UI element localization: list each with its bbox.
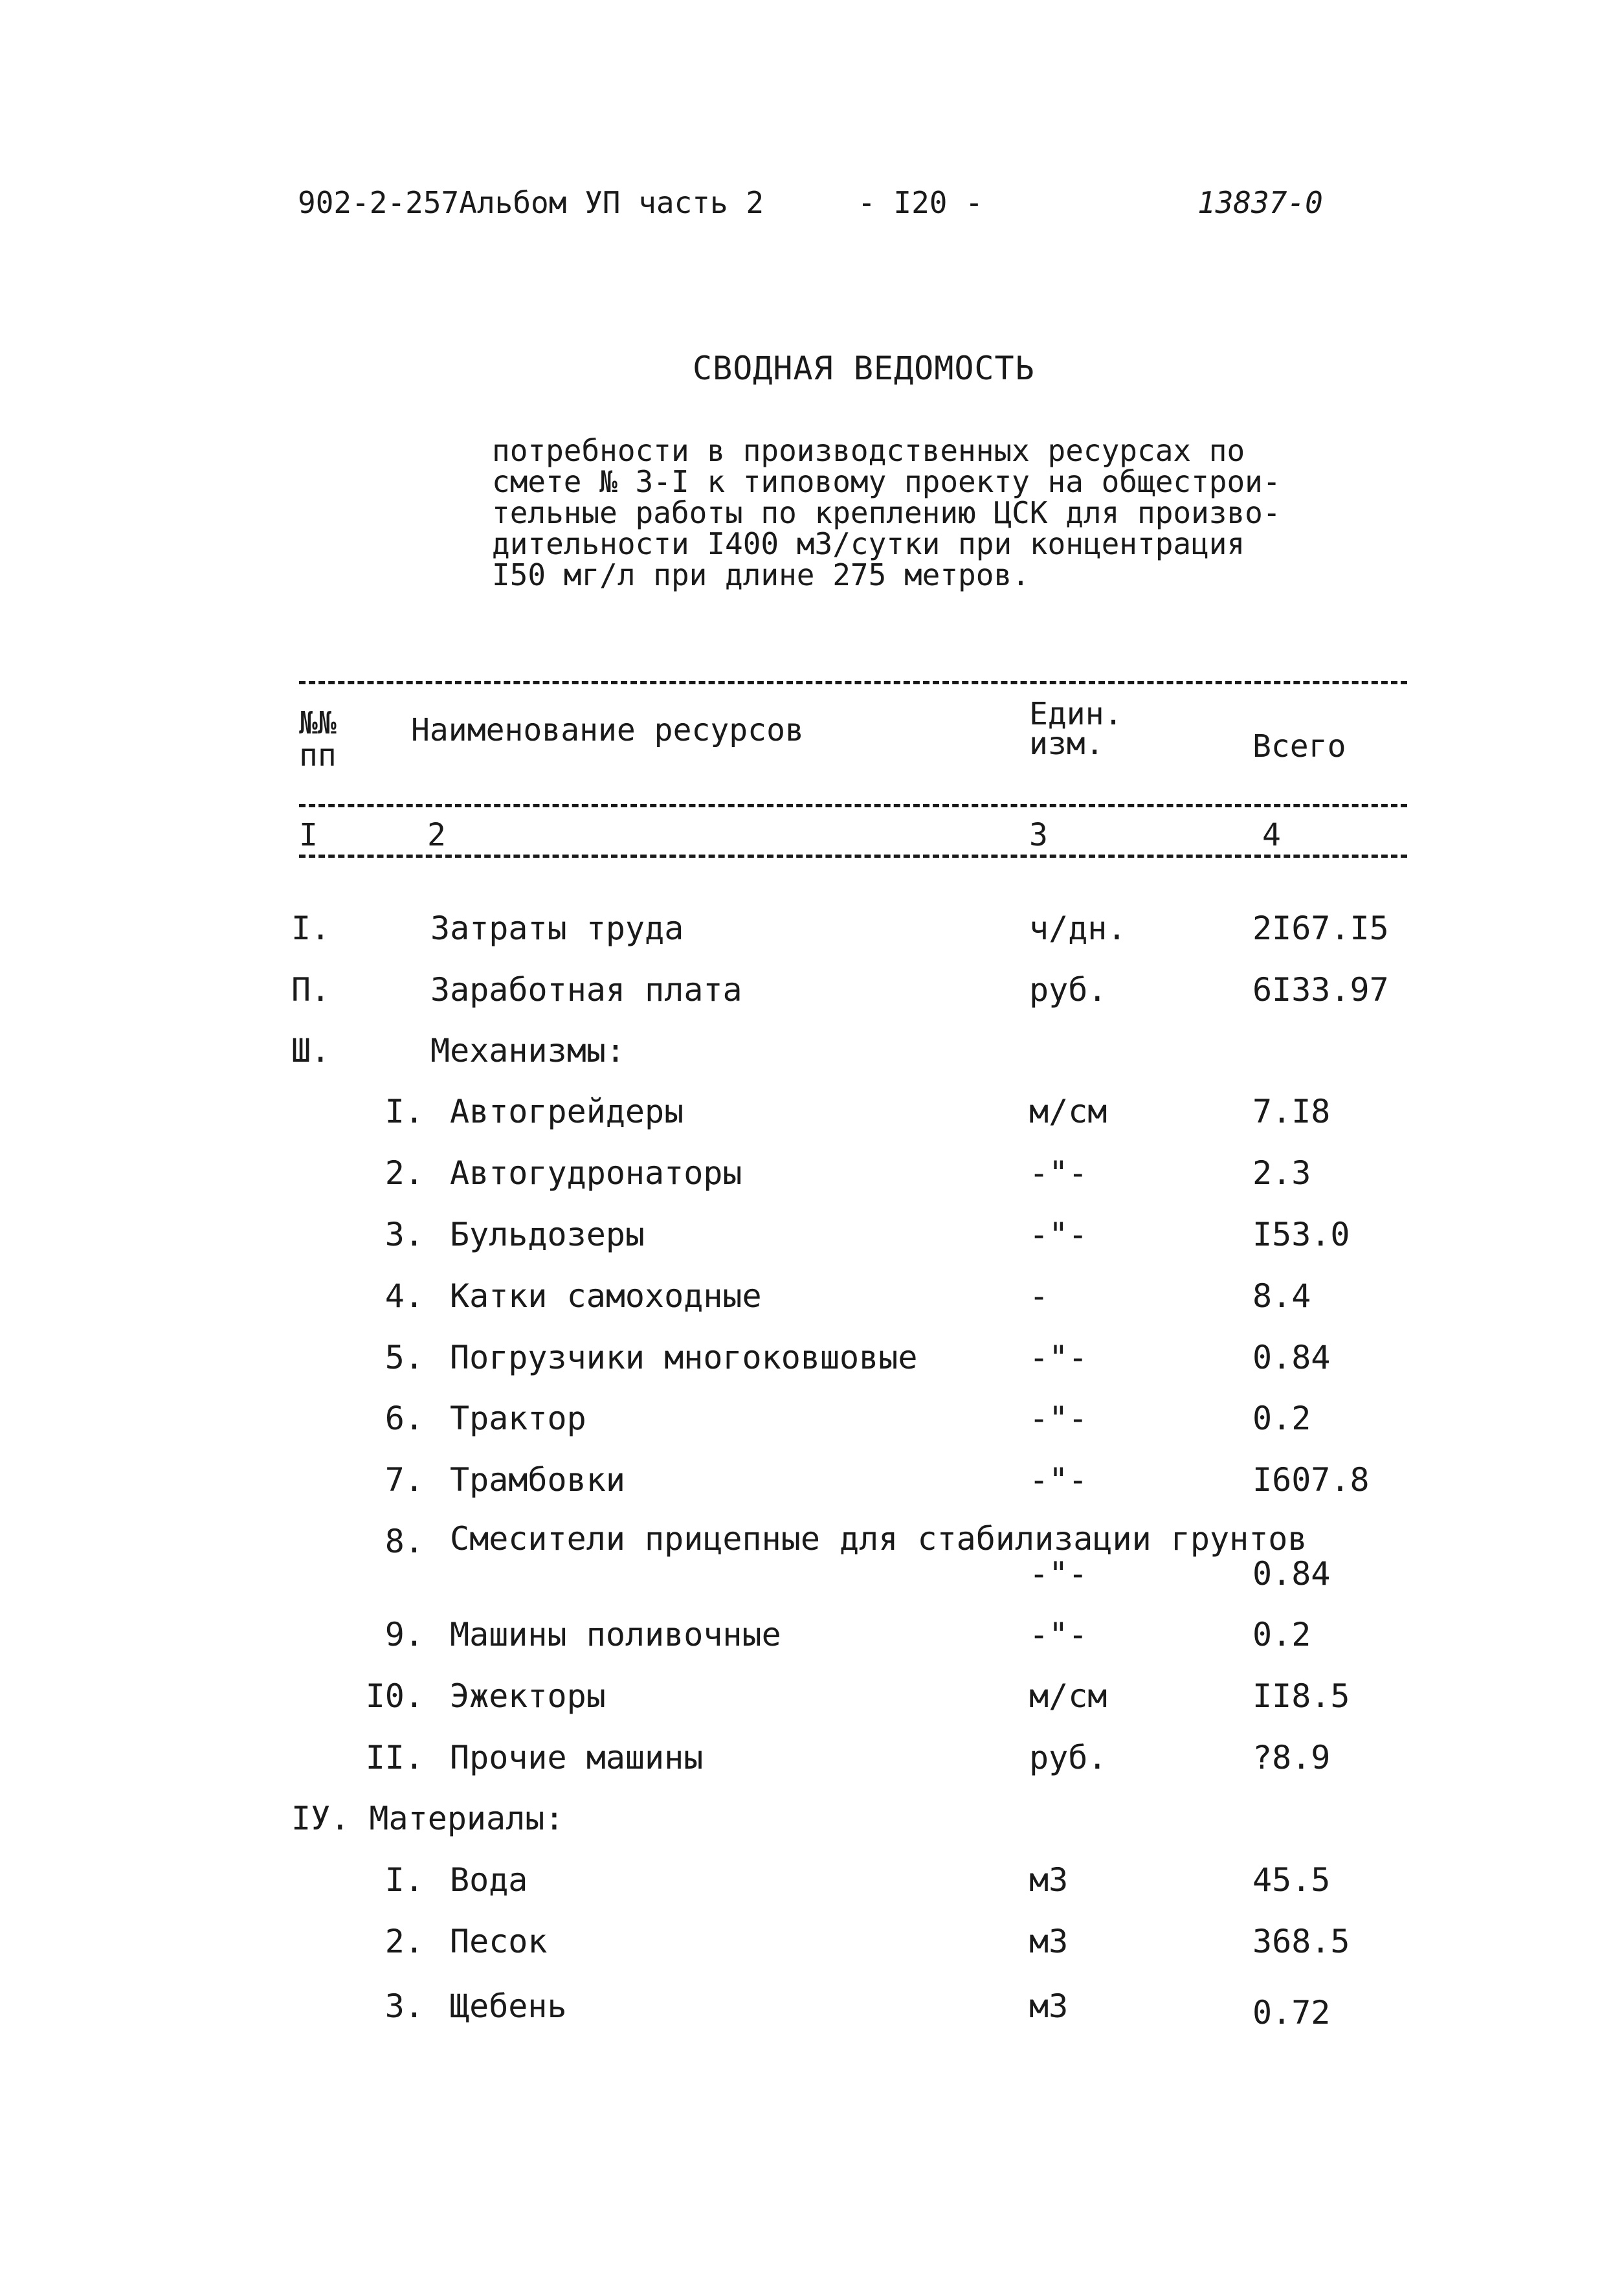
table-row bbox=[0, 1461, 1624, 1500]
row-number: I. bbox=[384, 1093, 424, 1130]
row-name: Погрузчики многоковшовые bbox=[450, 1339, 918, 1376]
row-unit: м3 bbox=[1029, 1861, 1069, 1899]
table-row bbox=[0, 1277, 1624, 1316]
row-number: 2. bbox=[384, 1154, 424, 1192]
row-number: I. bbox=[384, 1861, 424, 1899]
table-row bbox=[0, 1339, 1624, 1378]
intro-line: тельные работы по креплению ЦСК для произво- bbox=[492, 495, 1281, 530]
row-number: 9. bbox=[384, 1616, 424, 1653]
row-name: Песок bbox=[450, 1923, 548, 1960]
column-number: 4 bbox=[1262, 817, 1281, 853]
row-total: 0.2 bbox=[1252, 1616, 1311, 1653]
table-row bbox=[0, 1400, 1624, 1438]
table-row bbox=[0, 910, 1624, 948]
row-number: 8. bbox=[384, 1523, 424, 1560]
row-total: 0.2 bbox=[1252, 1400, 1311, 1437]
table-row bbox=[0, 1677, 1624, 1716]
row-number: 5. bbox=[384, 1339, 424, 1376]
table-row bbox=[0, 1216, 1624, 1255]
header-total: Всего bbox=[1252, 728, 1346, 765]
row-total: II8.5 bbox=[1252, 1677, 1350, 1715]
row-total: 2.3 bbox=[1252, 1154, 1311, 1192]
row-total: 0.72 bbox=[1252, 1994, 1331, 2031]
column-number: 3 bbox=[1029, 817, 1048, 853]
row-number: 4. bbox=[384, 1277, 424, 1315]
row-name: Трамбовки bbox=[450, 1461, 625, 1499]
table-row bbox=[0, 1093, 1624, 1132]
table-top-rule bbox=[299, 681, 1407, 684]
table-row bbox=[0, 1987, 1624, 2031]
table-row bbox=[0, 1520, 1624, 1600]
row-unit: - bbox=[1029, 1277, 1049, 1315]
page-title: СВОДНАЯ ВЕДОМОСТЬ bbox=[693, 350, 1035, 387]
table-row bbox=[0, 1616, 1624, 1655]
intro-line: I50 мг/л при длине 275 метров. bbox=[492, 557, 1030, 592]
row-name: Щебень bbox=[450, 1987, 567, 2025]
row-total: 2I67.I5 bbox=[1252, 910, 1389, 947]
row-number: I0. bbox=[365, 1677, 424, 1715]
row-number: 3. bbox=[384, 1987, 424, 2025]
page-number: - I20 - bbox=[858, 185, 983, 220]
row-name: Машины поливочные bbox=[450, 1616, 781, 1653]
row-unit: -"- bbox=[1029, 1339, 1088, 1376]
row-total: 45.5 bbox=[1252, 1861, 1331, 1899]
row-total: 0.84 bbox=[1252, 1339, 1331, 1376]
row-total: I53.0 bbox=[1252, 1216, 1350, 1253]
row-total: ?8.9 bbox=[1252, 1739, 1331, 1776]
row-name: Заработная плата bbox=[430, 971, 742, 1009]
table-row bbox=[0, 1861, 1624, 1900]
intro-line: смете № 3-I к типовому проекту на общестрои- bbox=[492, 464, 1281, 499]
row-total: 8.4 bbox=[1252, 1277, 1311, 1315]
document-code: 902-2-257Альбом УП часть 2 bbox=[298, 185, 764, 220]
row-name: Автогрейдеры bbox=[450, 1093, 684, 1130]
row-name: Затраты труда bbox=[430, 910, 684, 947]
row-name: Трактор bbox=[450, 1400, 586, 1437]
header-unit: Един. изм. bbox=[1029, 696, 1123, 762]
column-number-rule bbox=[299, 855, 1407, 858]
row-name: Эжекторы bbox=[450, 1677, 606, 1715]
row-name: Катки самоходные bbox=[450, 1277, 762, 1315]
row-name: Прочие машины bbox=[450, 1739, 704, 1776]
row-unit: ч/дн. bbox=[1029, 910, 1127, 947]
header-num: №№ пп bbox=[299, 705, 337, 774]
row-total: 7.I8 bbox=[1252, 1093, 1331, 1130]
row-number: 7. bbox=[384, 1461, 424, 1499]
row-name: Механизмы: bbox=[430, 1032, 626, 1069]
intro-paragraph bbox=[492, 435, 1281, 590]
row-unit: м3 bbox=[1029, 1987, 1069, 2025]
row-unit: -"- bbox=[1029, 1216, 1088, 1253]
table-row bbox=[0, 1923, 1624, 1962]
materials-heading-row bbox=[0, 1800, 1624, 1839]
table-row bbox=[0, 1154, 1624, 1193]
row-unit: м/см bbox=[1029, 1677, 1107, 1715]
row-unit: м3 bbox=[1029, 1923, 1069, 1960]
row-unit: -"- bbox=[1029, 1461, 1088, 1499]
row-unit: руб. bbox=[1029, 971, 1107, 1009]
row-number: 3. bbox=[384, 1216, 424, 1253]
row-number: П. bbox=[291, 971, 331, 1009]
column-number: I bbox=[299, 817, 318, 853]
row-number: II. bbox=[365, 1739, 424, 1776]
row-number: Ш. bbox=[291, 1032, 331, 1069]
inventory-number: 13837-0 bbox=[1197, 185, 1323, 220]
row-name: Вода bbox=[450, 1861, 528, 1899]
intro-line: дительности I400 м3/сутки при концентрация bbox=[492, 526, 1245, 561]
table-row bbox=[0, 1032, 1624, 1071]
row-name: Смесители прицепные для стабилизации грунтов bbox=[450, 1520, 1307, 1558]
row-unit: -"- bbox=[1029, 1154, 1088, 1192]
column-number: 2 bbox=[427, 817, 446, 853]
row-total: 0.84 bbox=[1252, 1555, 1331, 1593]
row-number: 2. bbox=[384, 1923, 424, 1960]
row-unit: -"- bbox=[1029, 1555, 1088, 1593]
materials-heading: IУ. Материалы: bbox=[291, 1800, 564, 1837]
header-name: Наименование ресурсов bbox=[411, 712, 804, 748]
row-unit: -"- bbox=[1029, 1400, 1088, 1437]
intro-line: потребности в производственных ресурсах по bbox=[492, 433, 1245, 468]
table-row bbox=[0, 1739, 1624, 1778]
header-bottom-rule bbox=[299, 804, 1407, 807]
table-row bbox=[0, 971, 1624, 1010]
row-total: 368.5 bbox=[1252, 1923, 1350, 1960]
row-unit: м/см bbox=[1029, 1093, 1107, 1130]
row-number: 6. bbox=[384, 1400, 424, 1437]
row-name: Автогудронаторы bbox=[450, 1154, 742, 1192]
row-name: Бульдозеры bbox=[450, 1216, 645, 1253]
row-number: I. bbox=[291, 910, 331, 947]
row-unit: руб. bbox=[1029, 1739, 1107, 1776]
row-total: 6I33.97 bbox=[1252, 971, 1389, 1009]
row-unit: -"- bbox=[1029, 1616, 1088, 1653]
row-total: I607.8 bbox=[1252, 1461, 1370, 1499]
